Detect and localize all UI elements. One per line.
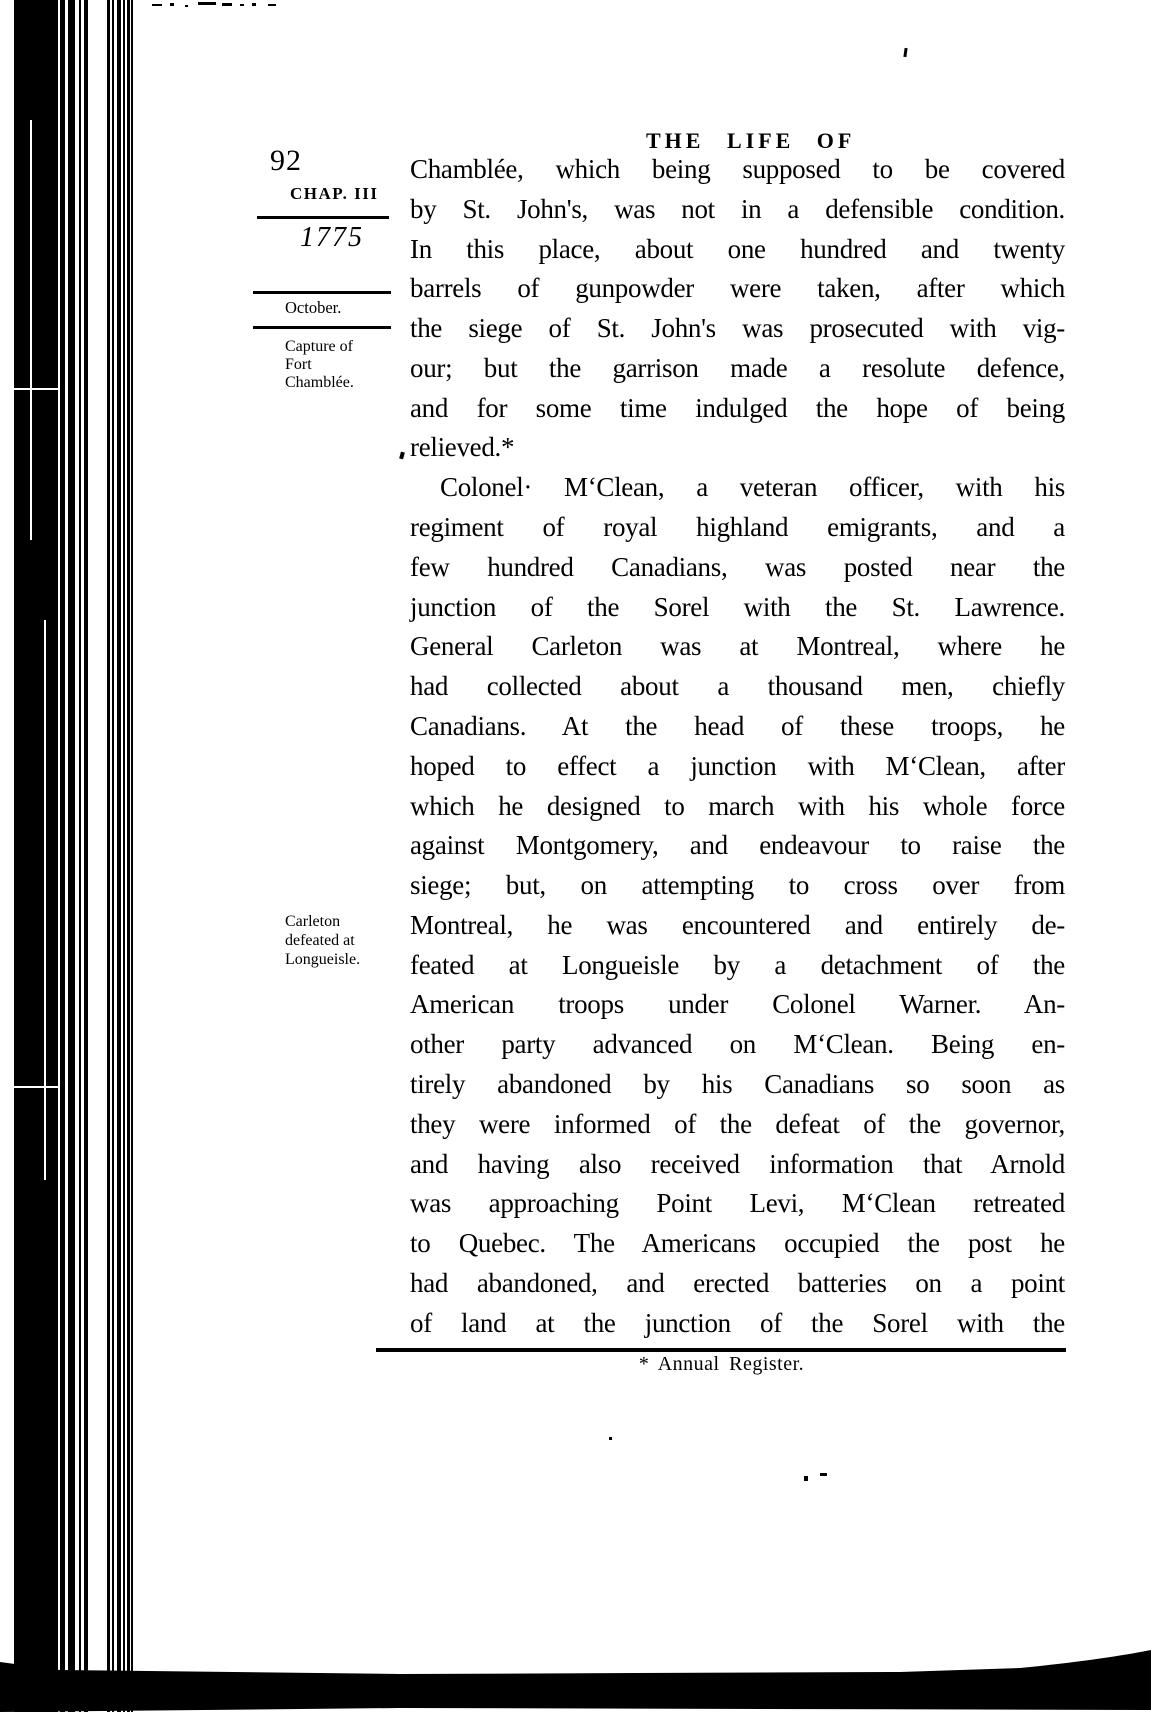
body-line: regiment of royal highland emigrants, and a	[410, 512, 1065, 543]
margin-note-capture-of-fort-chamblee	[285, 338, 354, 392]
margin-note-line: Chamblée.	[285, 374, 354, 391]
body-line: siege; but, on attempting to cross over from	[410, 870, 1065, 901]
body-line: In this place, about one hundred and twenty	[410, 233, 1065, 264]
body-line: feated at Longueisle by a detachment of the	[410, 949, 1065, 980]
binding-stripe	[79, 0, 81, 1712]
body-line: of land at the junction of the Sorel with the	[410, 1307, 1065, 1338]
body-line: they were informed of the defeat of the governor,	[410, 1108, 1065, 1139]
binding-stripe	[131, 0, 133, 1712]
body-line: American troops under Colonel Warner. An-	[410, 989, 1065, 1020]
body-line: General Carleton was at Montreal, where he	[410, 631, 1065, 662]
margin-rule	[253, 291, 391, 294]
margin-note-line: Capture of	[285, 338, 353, 355]
binding-stripe	[68, 0, 75, 1712]
body-line: few hundred Canadians, was posted near the	[410, 551, 1065, 582]
body-line: Canadians. At the head of these troops, he	[410, 710, 1065, 741]
binding-gap	[14, 388, 58, 390]
binding-stripe	[117, 0, 121, 1712]
body-line: relieved.*	[410, 432, 515, 463]
running-title: THE LIFE OF	[646, 128, 856, 153]
footnote: * Annual Register.	[638, 1353, 805, 1375]
year-label: 1775	[300, 222, 364, 253]
body-line: had abandoned, and erected batteries on a point	[410, 1267, 1065, 1298]
margin-note-line: Fort	[285, 356, 312, 373]
body-line: barrels of gunpowder were taken, after which	[410, 273, 1065, 304]
body-line: our; but the garrison made a resolute defence,	[410, 352, 1065, 383]
body-line: and having also received information that Arnold	[410, 1148, 1065, 1179]
body-line: and for some time indulged the hope of being	[410, 392, 1065, 423]
body-line: hoped to effect a junction with M‘Clean, after	[410, 750, 1065, 781]
margin-note-line: Longueisle.	[285, 951, 361, 968]
body-line: had collected about a thousand men, chiefly	[410, 671, 1065, 702]
body-line: the siege of St. John's was prosecuted with vig-	[410, 313, 1065, 344]
body-line: tirely abandoned by his Canadians so soon as	[410, 1068, 1065, 1099]
body-line: Colonel· M‘Clean, a veteran officer, with his	[440, 472, 1065, 503]
binding-gap	[14, 1086, 58, 1088]
margin-rule	[257, 216, 389, 219]
body-line: Chamblée, which being supposed to be covered	[410, 154, 1065, 184]
binding-stripe	[127, 0, 130, 1712]
body-line: against Montgomery, and endeavour to raise the	[410, 830, 1065, 861]
page-number: 92	[270, 144, 302, 177]
bottom-scan-band	[0, 1648, 1151, 1727]
binding-stripe	[14, 0, 58, 1712]
binding-stripe	[107, 0, 110, 1712]
margin-note-carleton-defeated	[285, 912, 360, 969]
binding-gap	[30, 120, 32, 540]
body-line: Montreal, he was encountered and entirely de-	[410, 909, 1065, 940]
binding-stripe	[84, 0, 88, 1712]
binding-stripe	[123, 0, 125, 1712]
body-line: which he designed to march with his whole force	[410, 790, 1065, 821]
body-text-column	[410, 150, 1065, 1343]
body-line: junction of the Sorel with the St. Lawrence.	[410, 591, 1065, 622]
body-line: by St. John's, was not in a defensible condition.	[410, 193, 1065, 224]
chapter-label: CHAP. III	[290, 184, 379, 203]
margin-note-line: defeated at	[285, 932, 355, 949]
binding-stripe	[60, 0, 65, 1712]
body-line: other party advanced on M‘Clean. Being en-	[410, 1029, 1065, 1060]
binding-gap	[44, 620, 46, 1180]
footnote-rule	[376, 1348, 1066, 1352]
margin-rule	[253, 326, 391, 329]
binding-stripe	[112, 0, 114, 1712]
body-line: to Quebec. The Americans occupied the post he	[410, 1228, 1065, 1259]
margin-note-line: Carleton	[285, 913, 341, 930]
margin-note-october: October.	[285, 298, 342, 317]
body-line: was approaching Point Levi, M‘Clean retreated	[410, 1188, 1065, 1219]
